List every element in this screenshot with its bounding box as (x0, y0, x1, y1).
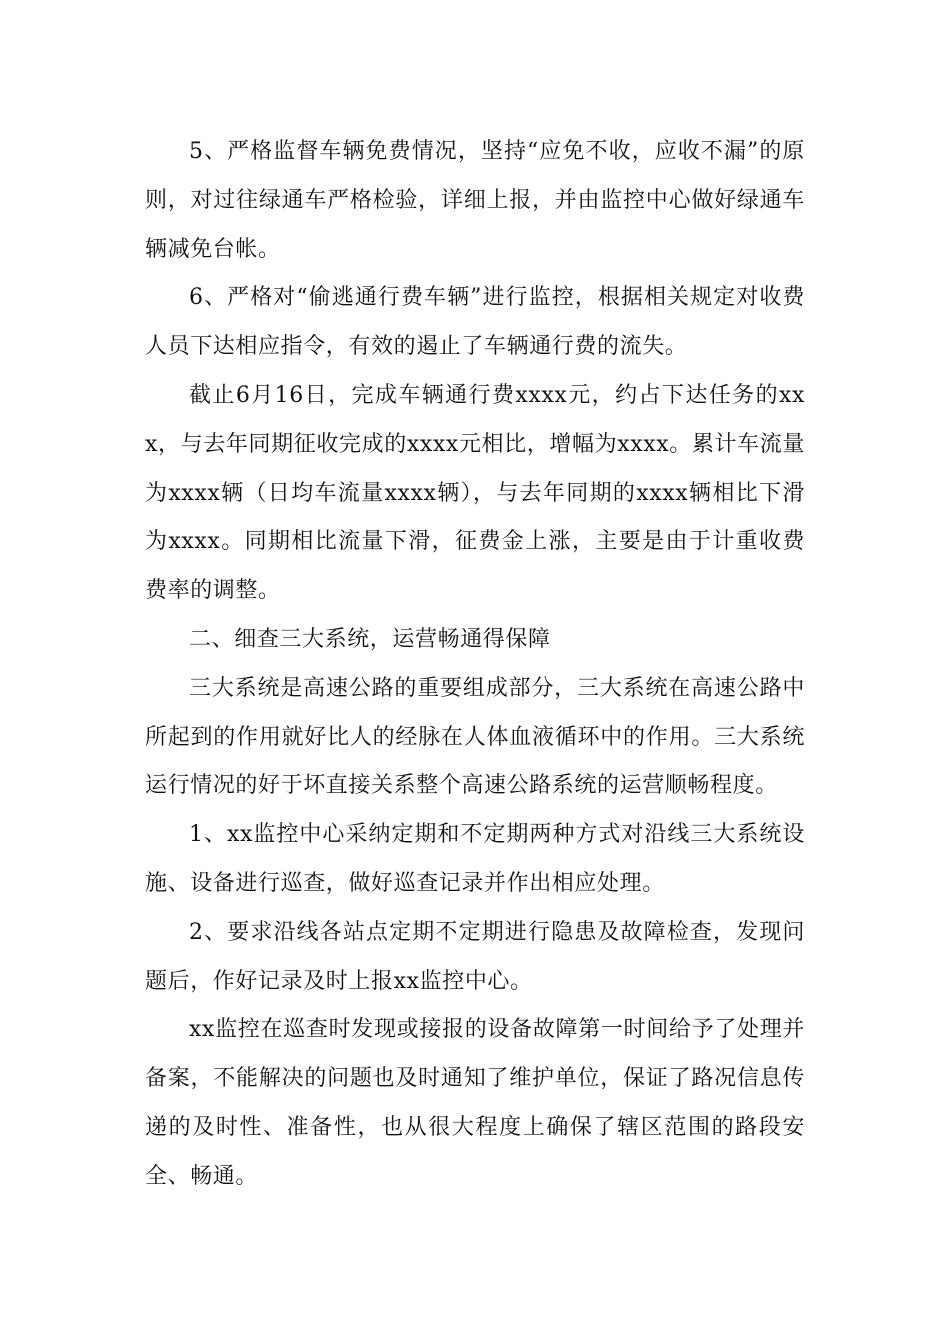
paragraph-item-6: 6、严格对“偷逃通行费车辆”进行监控，根据相关规定对收费人员下达相应指令，有效的遏止了车辆通行费的流失。 (145, 285, 805, 360)
document-body (145, 128, 805, 1202)
paragraph-item-2: 2、要求沿线各站点定期不定期进行隐患及故障检查，发现问题后，作好记录及时上报xx监控中心。 (145, 919, 805, 994)
paragraph-item-5: 5、严格监督车辆免费情况，坚持“应免不收，应收不漏”的原则，对过往绿通车严格检验，详细上报，并由监控中心做好绿通车辆减免台帐。 (145, 139, 805, 262)
paragraph-monitoring-summary: xx监控在巡查时发现或接报的设备故障第一时间给予了处理并备案，不能解决的问题也及时通知了维护单位，保证了路况信息传递的及时性、准备性，也从很大程度上确保了辖区范围的路段安全、畅通。 (145, 1017, 805, 1189)
paragraph-toll-summary: 截止6月16日，完成车辆通行费xxxx元，约占下达任务的xxx，与去年同期征收完成的xxxx元相比，增幅为xxxx。累计车流量为xxxx辆（日均车流量xxxx辆），与去年同期的xxxx辆相比下滑为xxxx。同期相比流量下滑，征费金上涨，主要是由于计重收费费率的调整。 (145, 382, 805, 604)
paragraph-three-systems-intro: 三大系统是高速公路的重要组成部分，三大系统在高速公路中所起到的作用就好比人的经脉在人体血液循环中的作用。三大系统运行情况的好于坏直接关系整个高速公路系统的运营顺畅程度。 (145, 675, 805, 799)
section-heading-two: 二、细查三大系统，运营畅通得保障 (189, 626, 551, 652)
paragraph-item-1: 1、xx监控中心采纳定期和不定期两种方式对沿线三大系统设施、设备进行巡查，做好巡查记录并作出相应处理。 (145, 822, 805, 896)
